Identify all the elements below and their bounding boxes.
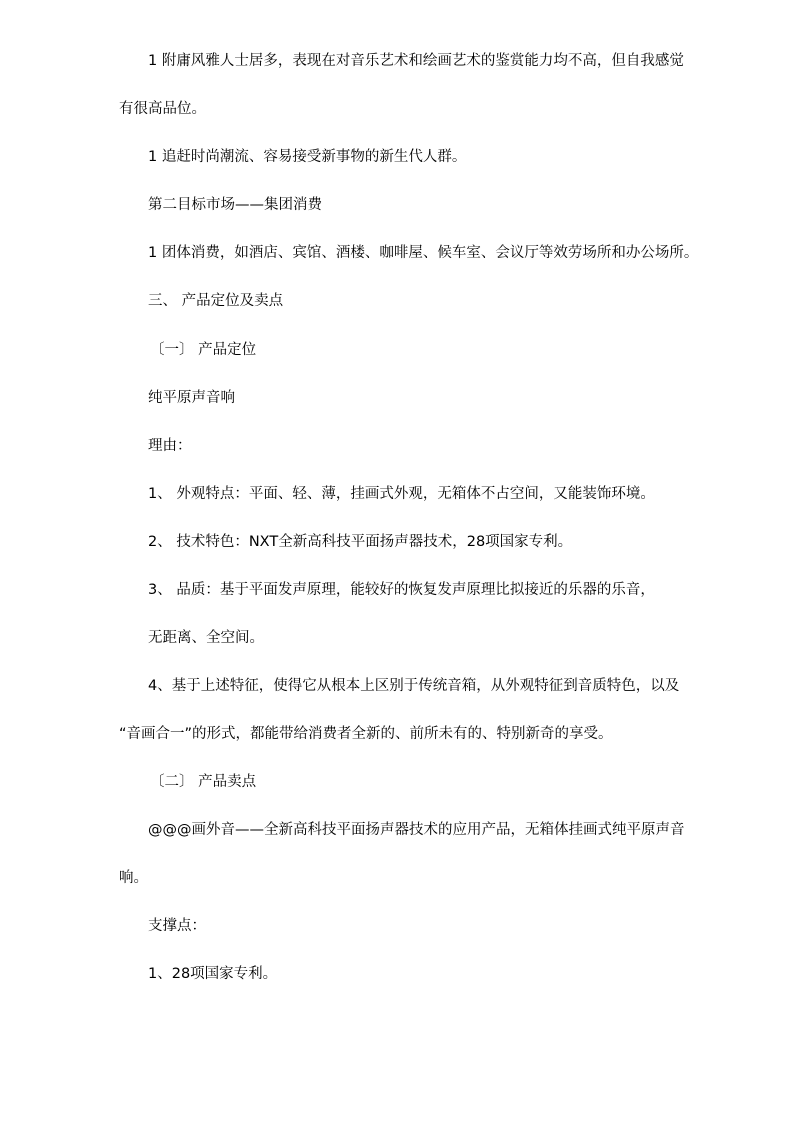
list-item-quality: 3、 品质：基于平面发声原理，能较好的恢复发声原理比拟接近的乐器的乐音， <box>148 582 655 598</box>
list-item-appearance: 1、 外观特点：平面、轻、薄，挂画式外观，无箱体不占空间，又能装饰环境。 <box>148 486 655 502</box>
list-item-quality-cont: 无距离、全空间。 <box>148 630 264 646</box>
list-item-technology: 2、 技术特色：NXT全新高科技平面扬声器技术，28项国家专利。 <box>148 534 573 550</box>
list-item-summary-cont: “音画合一”的形式，都能带给消费者全新的、前所未有的、特别新奇的享受。 <box>119 726 613 742</box>
paragraph-group-consumption: 1 团体消费，如酒店、宾馆、酒楼、咖啡屋、候车室、会议厅等效劳场所和办公场所。 <box>148 245 699 261</box>
paragraph-audience-2: 1 追赶时尚潮流、容易接受新事物的新生代人群。 <box>148 149 467 165</box>
label-support-points: 支撑点： <box>148 918 206 934</box>
heading-second-target-market: 第二目标市场——集团消费 <box>148 197 322 213</box>
paragraph-audience-1: 1 附庸风雅人士居多，表现在对音乐艺术和绘画艺术的鉴赏能力均不高，但自我感觉 <box>148 53 684 69</box>
list-item-summary: 4、基于上述特征，使得它从根本上区别于传统音箱，从外观特征到音质特色，以及 <box>148 678 680 694</box>
paragraph-selling-point-cont: 响。 <box>119 870 148 886</box>
label-reasons: 理由： <box>148 438 192 454</box>
paragraph-selling-point: @@@画外音——全新高科技平面扬声器技术的应用产品，无箱体挂画式纯平原声音 <box>148 822 685 838</box>
heading-product-positioning: 〔一〕 产品定位 <box>150 342 257 358</box>
paragraph-audience-1-cont: 有很高品位。 <box>119 101 206 117</box>
heading-selling-points: 〔二〕 产品卖点 <box>150 774 257 790</box>
heading-section-3: 三、 产品定位及卖点 <box>148 293 284 309</box>
paragraph-positioning-statement: 纯平原声音响 <box>148 390 235 406</box>
list-item-patents: 1、28项国家专利。 <box>148 966 278 982</box>
